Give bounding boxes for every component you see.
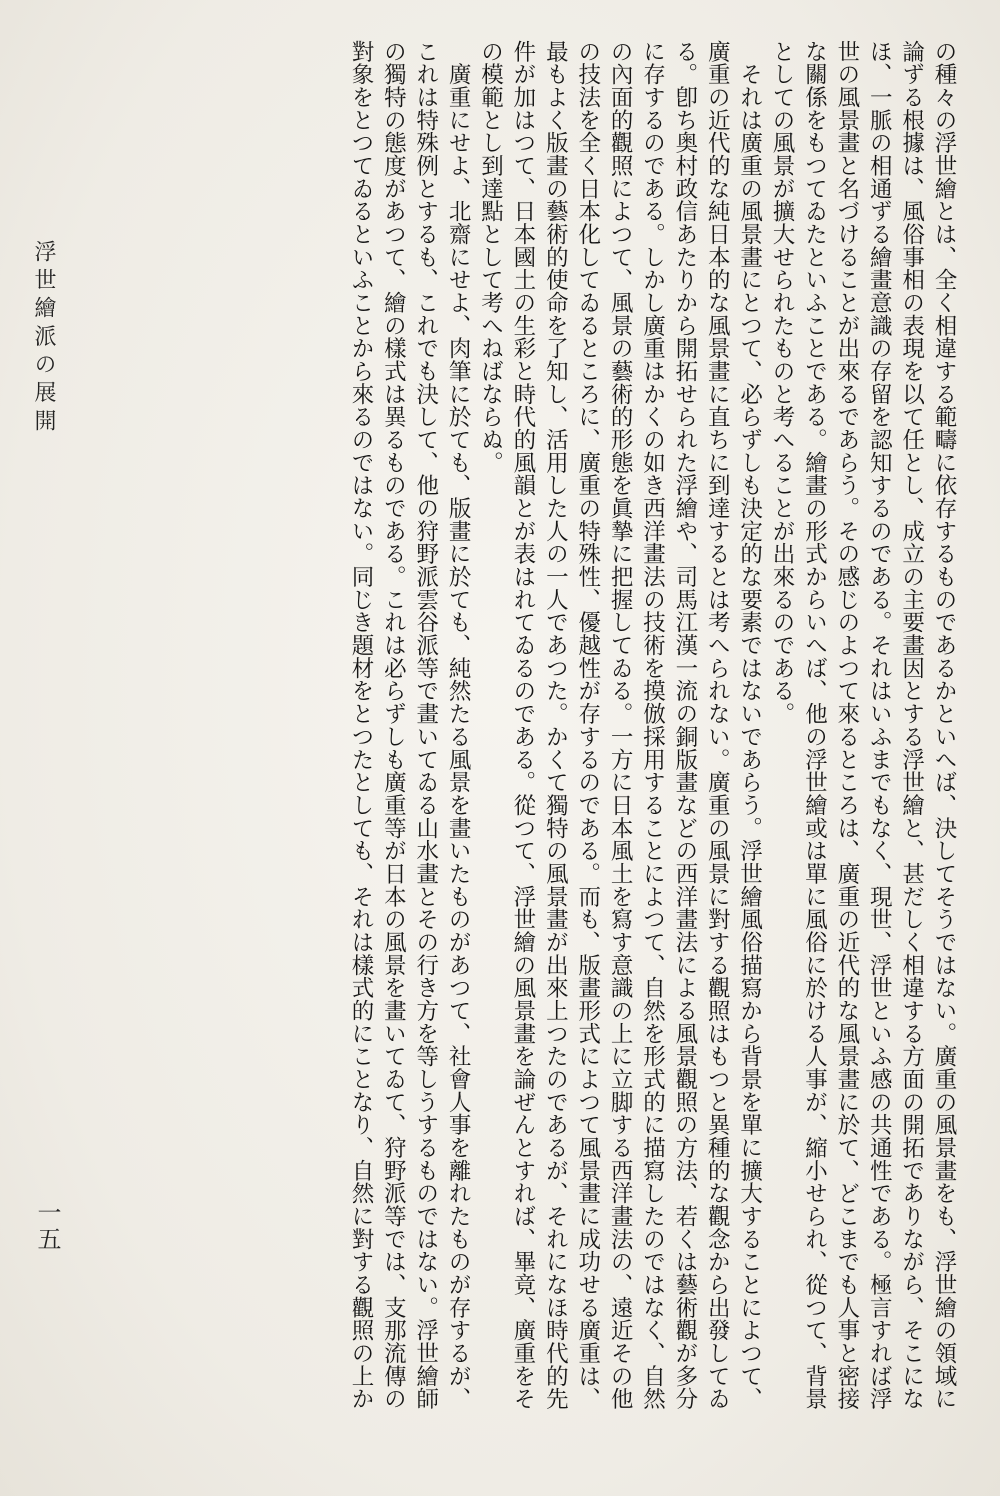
page-number: 一五 — [33, 1200, 61, 1253]
running-head: 浮世繪派の展開 — [31, 240, 56, 438]
text-line: としての風景が擴大せられたものと考へることが出來るのである。 — [769, 40, 796, 726]
text-line: 廣重の近代的な純日本的な風景畫に直ちに到達するとは考へられない。廣重の風景に對する觀照はもつと異種的な觀念から出發してゐ — [704, 40, 731, 1411]
body-text — [345, 40, 960, 1411]
text-line: の技法を全く日本化してゐるところに、廣重の特殊性、優越性が存するのである。而も、版畫形式によつて風景畫に成功せる廣重は、 — [574, 40, 601, 1411]
text-line: の模範とし到達點として考へねばならぬ。 — [477, 40, 504, 474]
text-line: 世の風景畫と名づけることが出來るであらう。その感じのよつて來るところは、廣重の近代的な風景畫に於て、どこまでも人事と密接 — [833, 40, 860, 1411]
text-line: な關係をもつてゐたといふことである。繪畫の形式からいへば、他の浮世繪或は單に風俗に於ける人事が、縮小せられ、從つて、背景 — [801, 40, 828, 1411]
text-line: それは廣重の風景畫にとつて、必らずしも決定的な要素ではないであらう。浮世繪風俗描寫から背景を單に擴大することによつて、 — [736, 40, 763, 1411]
text-line: 對象をとつてゐるといふことから來るのではない。同じき題材をとつたとしても、それは樣式的にことなり、自然に對する觀照の上か — [347, 40, 374, 1411]
text-line: 最もよく版畫の藝術的使命を了知し、活用した人の一人であつた。かくて獨特の風景畫が出來上つたのであるが、それになほ時代的先 — [542, 40, 569, 1411]
text-line: の內面的觀照によつて、風景の藝術的形態を眞摯に把握してゐる。一方に日本風土を寫す意識の上に立脚する西洋畫法の、遠近その他 — [607, 40, 634, 1411]
text-line: の獨特の態度があつて、繪の樣式は異るものである。これは必らずしも廣重等が日本の風景を畫いてゐて、狩野派等では、支那流傳の — [380, 40, 407, 1411]
text-line: 件が加はつて、日本國土の生彩と時代的風韻とが表はれてゐるのである。從つて、浮世繪の風景畫を論ぜんとすれば、畢竟、廣重をそ — [509, 40, 536, 1411]
text-line: 廣重にせよ、北齋にせよ、肉筆に於ても、版畫に於ても、純然たる風景を畫いたものがあつて、社會人事を離れたものが存するが、 — [445, 40, 472, 1411]
text-line: これは特殊例とするも、これでも決して、他の狩野派雲谷派等で畫いてゐる山水畫とその行き方を等しうするものではない。浮世繪師 — [412, 40, 439, 1411]
text-line: 論ずる根據は、風俗事相の表現を以て任とし、成立の主要畫因とする浮世繪と、甚だしく相違する方面の開拓でありながら、そこにな — [898, 40, 925, 1411]
text-line: る。卽ち奥村政信あたりから開拓せられた浮繪や、司馬江漢一流の銅版畫などの西洋畫法による風景觀照の方法、若くは藝術觀が多分 — [671, 40, 698, 1411]
text-line: に存するのである。しかし廣重はかくの如き西洋畫法の技術を摸倣採用することによつて、自然を形式的に描寫したのではなく、自然 — [639, 40, 666, 1411]
text-line: ほ、一脈の相通ずる繪畫意識の存留を認知するのである。それはいふまでもなく、現世、浮世といふ感の共通性である。極言すれば浮 — [866, 40, 893, 1411]
text-line: の種々の浮世繪とは、全く相違する範疇に依存するものであるかといへば、決してそうではない。廣重の風景畫をも、浮世繪の領域に — [931, 40, 957, 1411]
